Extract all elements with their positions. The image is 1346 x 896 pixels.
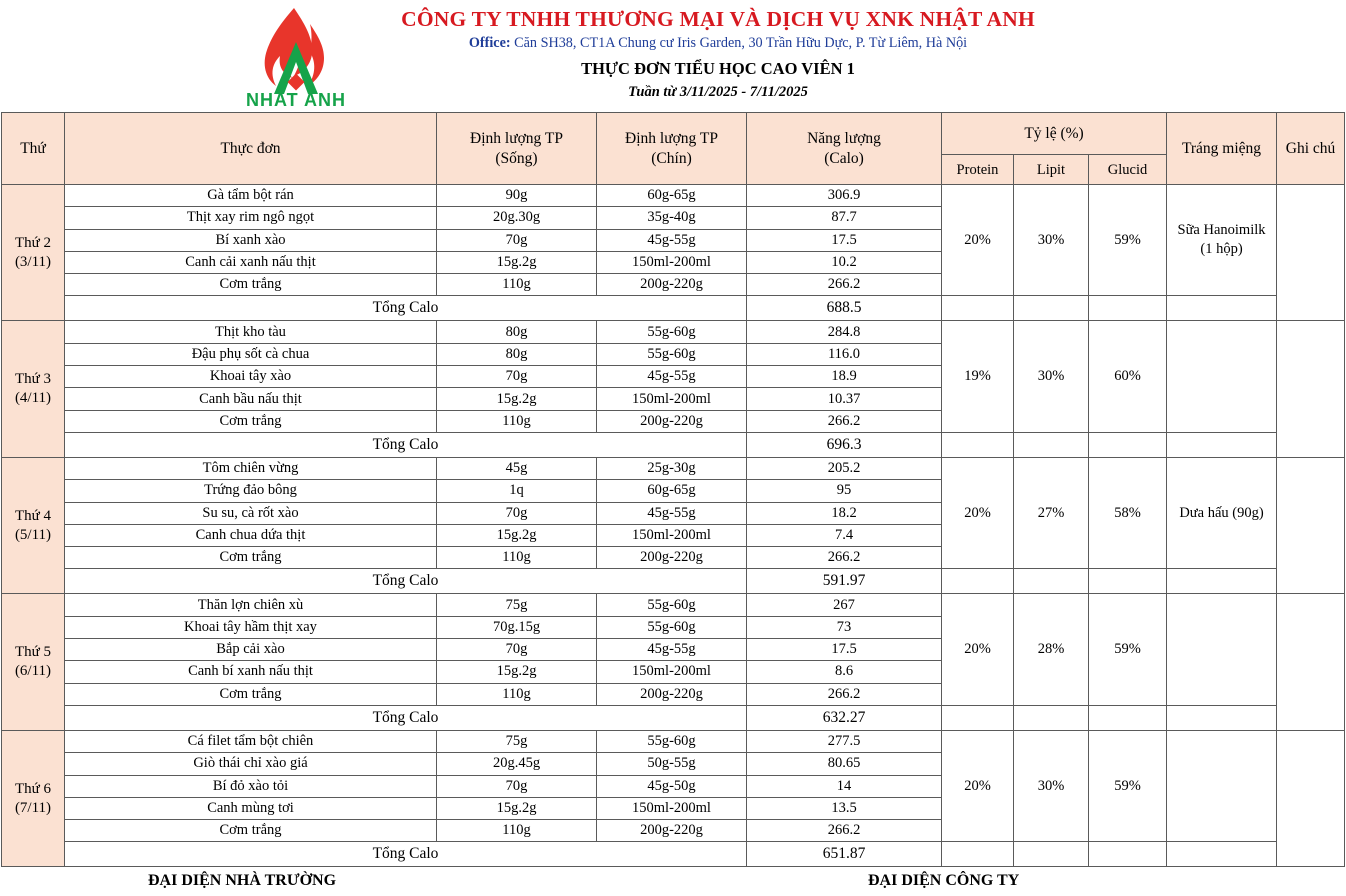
col-header-ratio: Tỷ lệ (%) [942,113,1167,155]
menu-row [2,185,1345,207]
energy-cell: 266.2 [747,547,942,569]
dish-name-cell: Su su, cà rốt xào [65,502,437,524]
qty-cooked-cell: 200g-220g [597,820,747,842]
office-address-line [90,33,1346,53]
total-dessert-blank [1167,705,1277,730]
qty-cooked-cell: 55g-60g [597,730,747,752]
qty-raw-cell: 20g.45g [437,753,597,775]
protein-cell: 20% [942,457,1014,568]
lipit-cell: 30% [1014,730,1089,841]
menu-row [2,730,1345,752]
qty-cooked-cell: 45g-55g [597,229,747,251]
dish-name-cell: Thịt kho tàu [65,321,437,343]
dessert-line2: (1 hộp) [1200,241,1243,258]
dish-name-cell: Canh bí xanh nấu thịt [65,661,437,683]
lipit-cell: 30% [1014,185,1089,296]
total-protein-blank [942,296,1014,321]
energy-cell: 13.5 [747,797,942,819]
qty-raw-cell: 110g [437,683,597,705]
dessert-cell [1167,457,1277,568]
energy-cell: 266.2 [747,274,942,296]
qty-cooked-cell: 200g-220g [597,274,747,296]
total-protein-blank [942,569,1014,594]
qty-raw-cell: 75g [437,594,597,616]
col-header-qty-cooked [597,113,747,185]
dish-name-cell: Tôm chiên vừng [65,457,437,479]
day-name: Thứ 3 [14,371,52,388]
note-cell [1277,730,1345,866]
energy-cell: 73 [747,616,942,638]
note-cell [1277,321,1345,457]
dish-name-cell: Cơm trắng [65,274,437,296]
signature-row [0,870,1346,896]
qty-raw-cell: 70g [437,366,597,388]
dish-name-cell: Cơm trắng [65,820,437,842]
protein-cell: 20% [942,594,1014,705]
qty-raw-cell: 15g.2g [437,388,597,410]
qty-cooked-cell: 45g-55g [597,366,747,388]
energy-cell: 7.4 [747,524,942,546]
col-header-qty-raw-line2: (Sống) [495,149,538,167]
dish-name-cell: Canh cải xanh nấu thịt [65,251,437,273]
company-name: CÔNG TY TNHH THƯƠNG MẠI VÀ DỊCH VỤ XNK NHẬT ANH [401,7,1035,31]
qty-cooked-cell: 35g-40g [597,207,747,229]
dish-name-cell: Cá filet tẩm bột chiên [65,730,437,752]
col-header-qty-raw-line1: Định lượng TP [470,129,563,147]
note-cell [1277,457,1345,593]
qty-raw-cell: 110g [437,274,597,296]
menu-row [2,457,1345,479]
dish-name-cell: Thăn lợn chiên xù [65,594,437,616]
qty-cooked-cell: 55g-60g [597,594,747,616]
total-lipit-blank [1014,432,1089,457]
total-label: Tổng Calo [65,842,747,867]
total-dessert-blank [1167,842,1277,867]
col-header-energy-line2: (Calo) [824,149,864,167]
menu-table [1,112,1345,867]
office-address: Căn SH38, CT1A Chung cư Iris Garden, 30 Trần Hữu Dực, P. Từ Liêm, Hà Nội [514,35,968,51]
qty-cooked-cell: 150ml-200ml [597,797,747,819]
qty-cooked-cell: 55g-60g [597,616,747,638]
col-header-energy [747,113,942,185]
menu-row [2,321,1345,343]
energy-cell: 95 [747,480,942,502]
day-cell [2,185,65,321]
qty-raw-cell: 110g [437,410,597,432]
total-row [2,569,1345,594]
dish-name-cell: Đậu phụ sốt cà chua [65,343,437,365]
total-value: 696.3 [747,432,942,457]
svg-text:NHAT ANH: NHAT ANH [246,90,346,110]
dish-name-cell: Thịt xay rim ngô ngọt [65,207,437,229]
qty-cooked-cell: 200g-220g [597,547,747,569]
qty-raw-cell: 70g [437,639,597,661]
menu-title: THỰC ĐƠN TIỂU HỌC CAO VIÊN 1 [581,59,855,78]
col-header-qty-cooked-line1: Định lượng TP [625,129,718,147]
day-cell [2,321,65,457]
qty-cooked-cell: 45g-50g [597,775,747,797]
energy-cell: 10.2 [747,251,942,273]
header-text-block [0,6,1346,102]
dessert-cell [1167,185,1277,296]
qty-cooked-cell: 150ml-200ml [597,524,747,546]
day-name: Thứ 4 [14,507,52,524]
qty-raw-cell: 75g [437,730,597,752]
qty-raw-cell: 70g [437,502,597,524]
qty-cooked-cell: 60g-65g [597,185,747,207]
day-cell [2,730,65,866]
dish-name-cell: Giò thái chỉ xào giá [65,753,437,775]
energy-cell: 8.6 [747,661,942,683]
glucid-cell: 60% [1089,321,1167,432]
qty-cooked-cell: 60g-65g [597,480,747,502]
day-date: (3/11) [14,253,52,270]
dish-name-cell: Canh bầu nấu thịt [65,388,437,410]
col-header-energy-line1: Năng lượng [807,129,881,147]
protein-cell: 20% [942,185,1014,296]
dessert-line1: Sữa Hanoimilk [1177,222,1266,239]
day-cell [2,594,65,730]
dessert-cell [1167,730,1277,841]
qty-raw-cell: 15g.2g [437,797,597,819]
total-label: Tổng Calo [65,569,747,594]
energy-cell: 306.9 [747,185,942,207]
day-name: Thứ 6 [14,780,52,797]
qty-cooked-cell: 150ml-200ml [597,251,747,273]
table-body [2,185,1345,867]
protein-cell: 19% [942,321,1014,432]
qty-raw-cell: 90g [437,185,597,207]
dessert-cell [1167,594,1277,705]
week-range: Tuần từ 3/11/2025 - 7/11/2025 [628,84,808,100]
qty-raw-cell: 15g.2g [437,251,597,273]
energy-cell: 266.2 [747,410,942,432]
dessert-cell [1167,321,1277,432]
qty-raw-cell: 70g.15g [437,616,597,638]
energy-cell: 266.2 [747,820,942,842]
energy-cell: 284.8 [747,321,942,343]
qty-raw-cell: 20g.30g [437,207,597,229]
total-lipit-blank [1014,705,1089,730]
total-dessert-blank [1167,569,1277,594]
dish-name-cell: Canh mùng tơi [65,797,437,819]
qty-cooked-cell: 200g-220g [597,683,747,705]
energy-cell: 267 [747,594,942,616]
glucid-cell: 58% [1089,457,1167,568]
col-header-glucid: Glucid [1089,155,1167,185]
day-date: (5/11) [14,526,52,543]
total-label: Tổng Calo [65,296,747,321]
note-cell [1277,185,1345,321]
dish-name-cell: Gà tẩm bột rán [65,185,437,207]
dish-name-cell: Cơm trắng [65,410,437,432]
total-lipit-blank [1014,569,1089,594]
school-signature-label: ĐẠI DIỆN NHÀ TRƯỜNG [148,872,337,890]
energy-cell: 87.7 [747,207,942,229]
menu-row [2,594,1345,616]
dish-name-cell: Canh chua dứa thịt [65,524,437,546]
total-label: Tổng Calo [65,705,747,730]
qty-cooked-cell: 200g-220g [597,410,747,432]
total-glucid-blank [1089,296,1167,321]
day-date: (4/11) [14,390,52,407]
total-glucid-blank [1089,705,1167,730]
total-label: Tổng Calo [65,432,747,457]
lipit-cell: 28% [1014,594,1089,705]
qty-raw-cell: 1q [437,480,597,502]
office-label: Office: [468,35,511,51]
qty-raw-cell: 110g [437,547,597,569]
total-value: 688.5 [747,296,942,321]
company-signature-label: ĐẠI DIỆN CÔNG TY [868,872,1020,890]
day-date: (6/11) [14,663,52,680]
energy-cell: 17.5 [747,229,942,251]
total-row [2,705,1345,730]
total-row [2,296,1345,321]
total-value: 651.87 [747,842,942,867]
col-header-lipit: Lipit [1014,155,1089,185]
total-protein-blank [942,432,1014,457]
col-header-dish: Thực đơn [65,113,437,185]
day-date: (7/11) [14,799,52,816]
total-glucid-blank [1089,569,1167,594]
energy-cell: 10.37 [747,388,942,410]
dish-name-cell: Bí xanh xào [65,229,437,251]
qty-cooked-cell: 45g-55g [597,639,747,661]
qty-raw-cell: 15g.2g [437,661,597,683]
dish-name-cell: Khoai tây hầm thịt xay [65,616,437,638]
qty-cooked-cell: 55g-60g [597,343,747,365]
col-header-qty-cooked-line2: (Chín) [651,149,692,167]
qty-raw-cell: 110g [437,820,597,842]
col-header-protein: Protein [942,155,1014,185]
dish-name-cell: Trứng đảo bông [65,480,437,502]
qty-raw-cell: 15g.2g [437,524,597,546]
qty-raw-cell: 45g [437,457,597,479]
dish-name-cell: Bí đỏ xào tỏi [65,775,437,797]
col-header-qty-raw [437,113,597,185]
energy-cell: 18.2 [747,502,942,524]
qty-raw-cell: 80g [437,321,597,343]
day-name: Thứ 2 [14,234,52,251]
col-header-note: Ghi chú [1277,113,1345,185]
dish-name-cell: Cơm trắng [65,683,437,705]
total-row [2,432,1345,457]
lipit-cell: 30% [1014,321,1089,432]
energy-cell: 277.5 [747,730,942,752]
qty-cooked-cell: 150ml-200ml [597,388,747,410]
col-header-day: Thứ [2,113,65,185]
dish-name-cell: Bắp cải xào [65,639,437,661]
dish-name-cell: Cơm trắng [65,547,437,569]
qty-cooked-cell: 150ml-200ml [597,661,747,683]
table-header [2,113,1345,185]
protein-cell: 20% [942,730,1014,841]
lipit-cell: 27% [1014,457,1089,568]
total-value: 632.27 [747,705,942,730]
document-header [0,0,1346,112]
qty-cooked-cell: 45g-55g [597,502,747,524]
total-row [2,842,1345,867]
energy-cell: 18.9 [747,366,942,388]
energy-cell: 17.5 [747,639,942,661]
dessert-line1: Dưa hấu (90g) [1179,504,1264,521]
qty-raw-cell: 70g [437,775,597,797]
total-protein-blank [942,705,1014,730]
day-cell [2,457,65,593]
glucid-cell: 59% [1089,185,1167,296]
qty-cooked-cell: 25g-30g [597,457,747,479]
total-dessert-blank [1167,432,1277,457]
col-header-dessert: Tráng miệng [1167,113,1277,185]
glucid-cell: 59% [1089,594,1167,705]
total-glucid-blank [1089,842,1167,867]
qty-raw-cell: 80g [437,343,597,365]
energy-cell: 266.2 [747,683,942,705]
energy-cell: 116.0 [747,343,942,365]
day-name: Thứ 5 [14,644,52,661]
total-glucid-blank [1089,432,1167,457]
energy-cell: 205.2 [747,457,942,479]
glucid-cell: 59% [1089,730,1167,841]
total-dessert-blank [1167,296,1277,321]
energy-cell: 14 [747,775,942,797]
energy-cell: 80.65 [747,753,942,775]
total-lipit-blank [1014,842,1089,867]
total-value: 591.97 [747,569,942,594]
note-cell [1277,594,1345,730]
qty-raw-cell: 70g [437,229,597,251]
total-lipit-blank [1014,296,1089,321]
dish-name-cell: Khoai tây xào [65,366,437,388]
total-protein-blank [942,842,1014,867]
qty-cooked-cell: 55g-60g [597,321,747,343]
qty-cooked-cell: 50g-55g [597,753,747,775]
